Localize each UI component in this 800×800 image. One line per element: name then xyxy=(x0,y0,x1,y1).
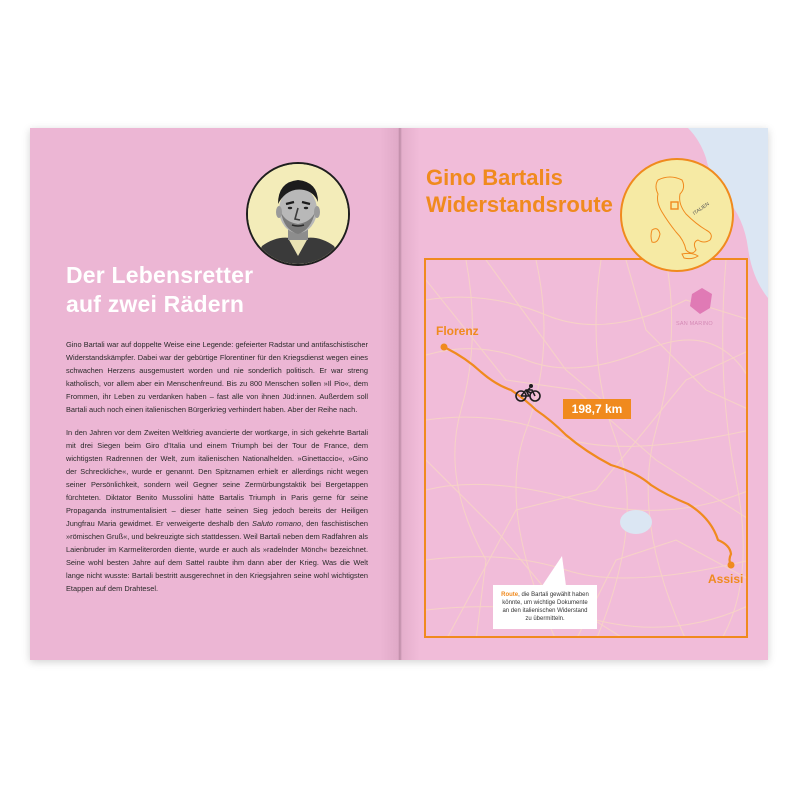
paragraph-1: Gino Bartali war auf doppelte Weise eine Legende: gefeierter Radstar und antifaschistischer Widerstandskämpfer. Dabei war der gebürtige Florentiner für den Kriegsdienst wegen eines schwachen Herzens ausgemustert worden und nie sonderlich politisch. Er war streng katholisch, vor allem aber ein Menschenfreund. Bis zu 800 Menschen sollen »Il Pio«, dem Frommen, ihr Leben zu verdanken haben – fast alle von ihnen Jüd:innen. Außerdem soll Bartali auch noch einen italienischen Bürgerkrieg verhindert haben. Aber der Reihe nach. xyxy=(66,340,368,414)
left-page xyxy=(30,128,400,660)
paragraph-2-part-1: In den Jahren vor dem Zweiten Weltkrieg avancierte der wortkarge, in sich gekehrte Bartali mit drei Siegen beim Giro d’Italia und einem Triumph bei der Tour de France, dem wichtigsten Radrennen der Welt, zum italienischen Nationalhelden. »Ginettaccio«, »Gino der Schreckliche«, wurde er genannt. Den Spitznamen erhielt er allerdings nicht wegen seiner Persönlichkeit, sondern weil Gegner seine Zermürbungstaktik bei Bergetappen fürchteten. Diktator Benito Mussolini hätte Bartalis Triumph in Paris gerne für seine Propaganda instrumentalisiert – dieser hatte seinen Sieg jedoch bereits der Heiligen Jungfrau Maria gewidmet. Er verweigerte deshalb den xyxy=(66,428,368,528)
portrait-illustration xyxy=(246,162,350,266)
assisi-marker xyxy=(728,562,735,569)
article-body xyxy=(66,338,368,605)
lake-shape xyxy=(620,510,652,534)
map-title-line-1: Gino Bartalis xyxy=(426,165,563,190)
paragraph-2-emphasis: Saluto romano xyxy=(252,519,302,528)
city-label-end: Assisi xyxy=(708,572,744,586)
map-roads xyxy=(426,260,748,638)
book-spread xyxy=(30,128,768,660)
portrait-figure xyxy=(248,164,348,264)
inset-country-label: ITALIEN xyxy=(691,201,711,217)
route-callout xyxy=(493,585,597,629)
city-label-start: Florenz xyxy=(436,324,479,338)
florence-marker xyxy=(441,344,448,351)
callout-highlight: Route xyxy=(501,592,519,598)
map-title xyxy=(426,164,626,218)
italy-outline xyxy=(622,160,732,270)
right-page xyxy=(400,128,768,660)
headline-line-2: auf zwei Rädern xyxy=(66,291,245,317)
paragraph-2-part-2: , den faschistischen »römischen Gruß«, und bekreuzigte sich stattdessen. Weil Bartali neben dem Radfahren als Laienbruder im Karmeliterorden diente, wurde er auch als »radelnder Mönch« bezeichnet. Seine wohl besten Jahre auf dem Sattel raubte ihm dann aber der Krieg. Was die Welt lange nicht wusste: Bartali bestritt ausgerechnet in den Kriegsjahren seine wohl wichtigsten Etappen auf dem Drahtesel. xyxy=(66,519,368,593)
distance-badge: 198,7 km xyxy=(563,399,631,419)
italy-inset-map xyxy=(620,158,734,272)
route-line xyxy=(446,348,731,565)
callout-text: , die Bartali gewählt haben könnte, um wichtige Dokumente an den italienischen Widerstand zu übermitteln. xyxy=(502,592,589,622)
map-title-line-2: Widerstandsroute xyxy=(426,192,613,217)
headline-line-1: Der Lebensretter xyxy=(66,262,254,288)
paragraph-2 xyxy=(66,426,368,595)
callout-pointer xyxy=(536,556,576,588)
cyclist-icon xyxy=(515,384,541,402)
san-marino-shape xyxy=(688,288,714,316)
san-marino-label: SAN MARINO xyxy=(676,321,713,327)
page-headline xyxy=(66,261,326,319)
